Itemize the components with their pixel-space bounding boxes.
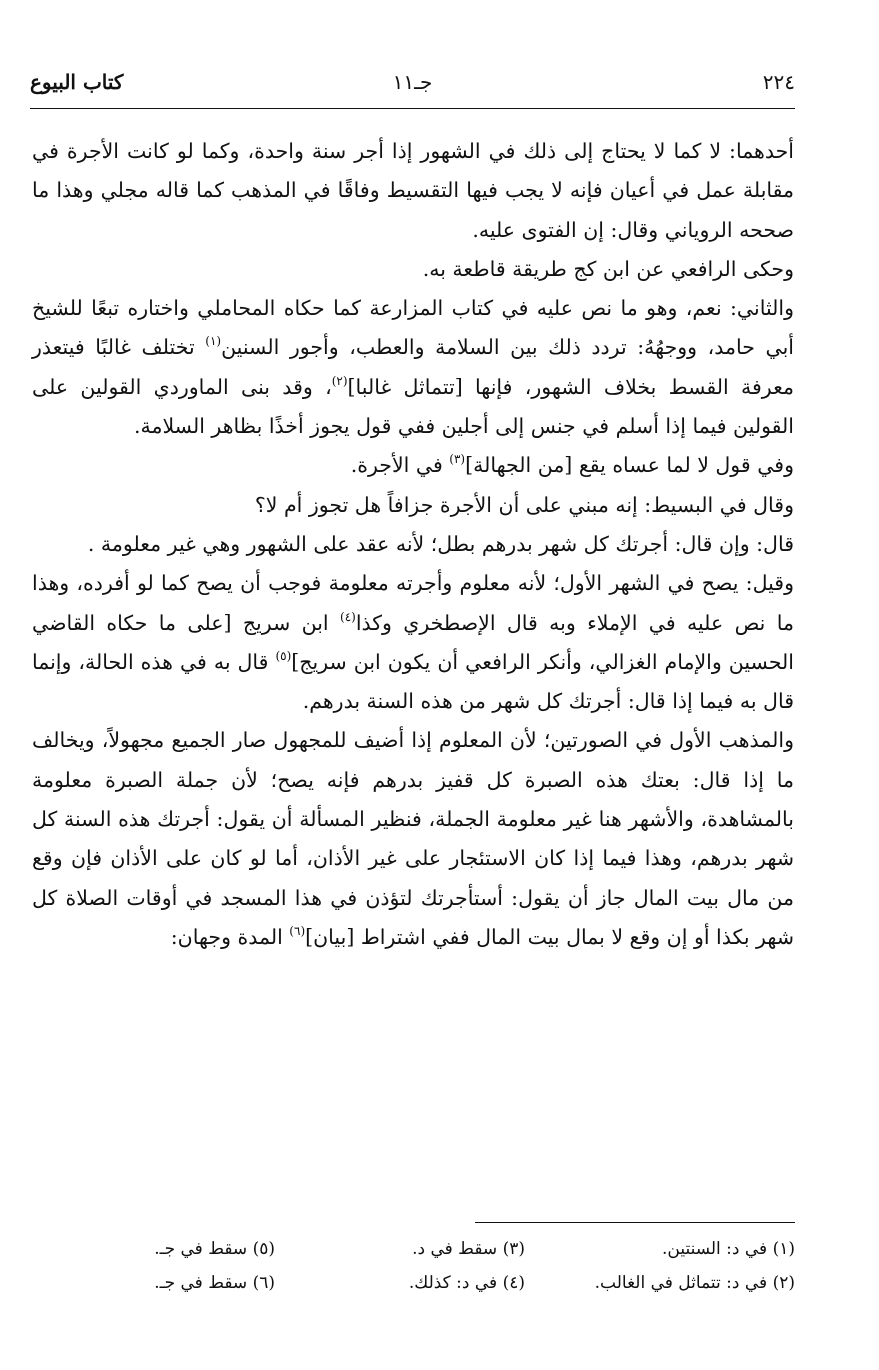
footnote-marker: (٢) <box>331 373 348 388</box>
footnotes <box>30 1232 795 1312</box>
footnote: (٤) في د: كذلك. <box>408 1273 525 1293</box>
paragraph: وفي قول لا لما عساه يقع [من الجهالة]$^{(٣)}$ في الأجرة. <box>350 452 794 478</box>
paragraph: وحكى الرافعي عن ابن كج طريقة قاطعة به. <box>422 256 794 281</box>
footnote: (٦) سقط في جـ. <box>154 1273 275 1293</box>
footnote-rule <box>475 1222 795 1223</box>
footnote-marker: (٣) <box>449 452 466 467</box>
footnote: (١) في د: السنتين. <box>661 1239 795 1259</box>
paragraph: قال: وإن قال: أجرتك كل شهر بدرهم بطل؛ لأنه عقد على الشهور وهي غير معلومة . <box>87 531 794 556</box>
book-title: كتاب البيوع <box>30 70 124 94</box>
footnote-marker: (٦) <box>289 923 306 938</box>
footnote: (٣) سقط في د. <box>412 1239 525 1259</box>
footnote: (٥) سقط في جـ. <box>154 1239 275 1259</box>
footnote-marker: (٥) <box>275 648 292 663</box>
paragraph: والمذهب الأول في الصورتين؛ لأن المعلوم إذا أضيف للمجهول صار الجميع مجهولاً، ويخالف ما إذا قال: بعتك هذه الصبرة كل قفيز بدرهم فإنه يصح؛ لأن جملة الصبرة معلومة بالمشاهدة، والأشهر هنا غير معلومة الجملة، فنظير المسألة أن يقول: أجرتك هذه السنة كل شهر بدرهم، وهذا فيما إذا كان الاستئجار على غير الأذان، أما لو كان على الأذان فإن وقع من مال بيت المال جاز أن يقول: أستأجرتك لتؤذن في هذا المسجد في أوقات الصلاة كل شهر بكذا أو إن وقع لا بمال بيت المال ففي اشتراط [بيان]$^{(٦)}$ المدة وجهان: <box>32 728 794 949</box>
footnote-marker: (٤) <box>340 609 356 624</box>
header-rule <box>30 108 795 109</box>
page-number: ٢٢٤ <box>762 70 795 94</box>
paragraph: أحدهما: لا كما لا يحتاج إلى ذلك في الشهور إذا أجر سنة واحدة، وكما لو كانت الأجرة في مقابلة عمل في أعيان فإنه لا يجب فيها التقسيط وفاقًا في المذهب كما قاله مجلي وهذا ما صححه الروياني وقال: إن الفتوى عليه. <box>32 139 794 242</box>
paragraph: وقال في البسيط: إنه مبني على أن الأجرة جزافاً هل تجوز أم لا؟ <box>254 492 794 517</box>
footnote-marker: (١) <box>205 334 222 349</box>
main-text <box>32 132 794 957</box>
paragraph: والثاني: نعم، وهو ما نص عليه في كتاب المزارعة كما حكاه المحاملي واختاره تبعًا للشيخ أبي حامد، ووجهُهُ: تردد ذلك بين السلامة والعطب، وأجور السنين$^{(١)}$ تختلف غالبًا فيتعذر معرفة القسط بخلاف الشهور، فإنها [تتماثل غالبا]$^{(٢)}$، وقد بنى الماوردي القولين على القولين فيما إذا أسلم في جنس إلى أجلين ففي قول يجوز أخذًا بظاهر السلامة. <box>32 296 794 439</box>
footnote: (٢) في د: تتماثل في الغالب. <box>594 1273 795 1293</box>
page-header <box>30 62 795 102</box>
paragraph: وقيل: يصح في الشهر الأول؛ لأنه معلوم وأجرته معلومة فوجب أن يصح كما لو أفرده، وهذا ما نص عليه في الإملاء وبه قال الإصطخري وكذا$^{(٤)}$ ابن سريج [على ما حكاه القاضي الحسين والإمام الغزالي، وأنكر الرافعي أن يكون ابن سريج]$^{(٥)}$ قال به في هذه الحالة، وإنما قال به فيما إذا قال: أجرتك كل شهر من هذه السنة بدرهم. <box>32 571 794 714</box>
volume-label: جـ١١ <box>392 70 433 94</box>
